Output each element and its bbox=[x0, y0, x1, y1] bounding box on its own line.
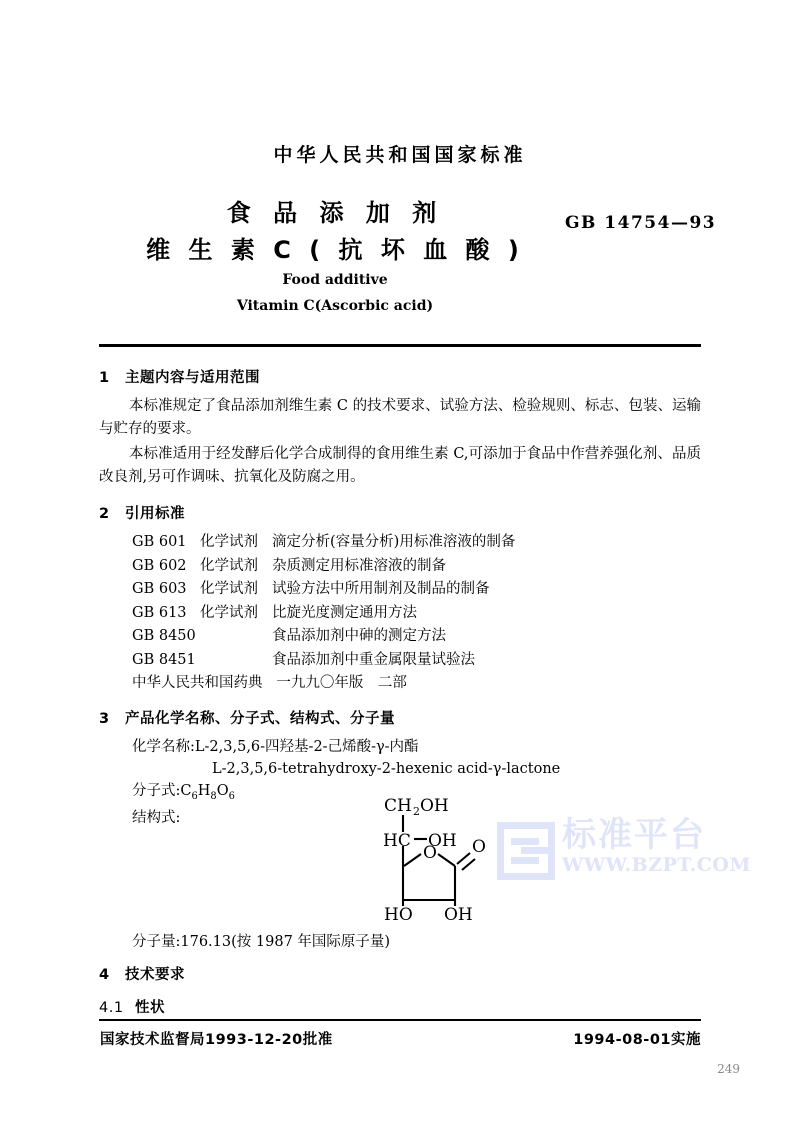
reference-code: GB 8450 bbox=[132, 628, 196, 644]
watermark-brand: 标准平台 bbox=[562, 815, 706, 855]
chemical-name-cn-line bbox=[132, 736, 701, 758]
section-4-heading bbox=[99, 963, 185, 984]
reference-code: GB 603 bbox=[132, 581, 187, 597]
reference-title: 食品添加剂中砷的测定方法 bbox=[272, 628, 446, 644]
molecular-weight: 分子量:176.13(按 1987 年国际原子量) bbox=[132, 934, 391, 950]
spacer bbox=[99, 696, 701, 707]
title-line-1: 食 品 添 加 剂 bbox=[226, 199, 444, 227]
reference-category: 化学试剂 bbox=[200, 604, 258, 621]
atom-label-carbonyl-oxygen: O bbox=[472, 837, 486, 857]
section-1-paragraph-2: 本标准适用于经发酵后化学合成制得的食用维生素 C,可添加于食品中作营养强化剂、品质改良剂,另可作调味、抗氧化及防腐之用。 bbox=[99, 446, 701, 485]
list-item bbox=[132, 625, 701, 649]
list-item bbox=[132, 649, 701, 673]
section-2-heading bbox=[99, 502, 701, 523]
watermark bbox=[497, 815, 751, 898]
atom-label-oh-bottom: OH bbox=[444, 905, 473, 921]
page-number: 249 bbox=[717, 1062, 740, 1076]
document-body bbox=[99, 366, 701, 829]
list-item bbox=[132, 672, 701, 696]
standard-number: GB 14754—93 bbox=[565, 213, 717, 233]
reference-title: 试验方法中所用制剂及制品的制备 bbox=[272, 581, 490, 597]
atom-label-ring-oxygen: O bbox=[423, 843, 437, 863]
molecular-formula-label: 分子式: bbox=[132, 782, 181, 799]
reference-code: GB 8451 bbox=[132, 651, 196, 668]
list-item bbox=[132, 602, 701, 626]
section-1-paragraph-1: 本标准规定了食品添加剂维生素 C 的技术要求、试验方法、检验规则、标志、包装、运输与贮存的要求。 bbox=[99, 398, 701, 437]
molecular-formula: $C_6H_8O_6$ bbox=[180, 782, 235, 802]
list-item bbox=[132, 531, 701, 555]
reference-title: 食品添加剂中重金属限量试验法 bbox=[272, 651, 475, 668]
reference-code: 中华人民共和国药典 bbox=[132, 675, 263, 691]
approval-statement: 国家技术监督局1993-12-20批准 bbox=[100, 1032, 333, 1048]
section-3-title: 产品化学名称、分子式、结构式、分子量 bbox=[125, 710, 395, 727]
section-4-1-heading bbox=[99, 996, 165, 1017]
reference-title: 杂质测定用标准溶液的制备 bbox=[272, 557, 446, 574]
reference-title: 一九九〇年版 二部 bbox=[276, 675, 407, 691]
section-4-title: 技术要求 bbox=[125, 967, 185, 983]
implementation-date: 1994-08-01实施 bbox=[573, 1032, 701, 1048]
section-2-number: 2 bbox=[99, 506, 110, 522]
section-3-number: 3 bbox=[99, 710, 110, 727]
atom-label-subscript-2: 2 bbox=[413, 805, 420, 818]
reference-category: 化学试剂 bbox=[200, 557, 258, 574]
section-4-heading-inner bbox=[99, 963, 185, 984]
atom-label-oh-second: OH bbox=[428, 831, 457, 851]
watermark-url: WWW.BZPT.COM bbox=[562, 854, 751, 876]
chemical-name-en: L-2,3,5,6-tetrahydroxy-2-hexenic acid-γ-lactone bbox=[212, 760, 561, 777]
atom-label-ho-bottom: HO bbox=[384, 905, 413, 921]
national-standard-header: 中华人民共和国国家标准 bbox=[273, 144, 527, 166]
section-1-number: 1 bbox=[99, 370, 110, 386]
structural-formula-label: 结构式: bbox=[132, 810, 181, 827]
chemical-name-cn: L-2,3,5,6-四羟基-2-己烯酸-γ-内酯 bbox=[194, 738, 419, 755]
atom-label-oh-top: OH bbox=[420, 796, 449, 816]
footer-divider bbox=[99, 1019, 701, 1021]
reference-category: 化学试剂 bbox=[200, 534, 258, 550]
section-4-1-number: 4.1 bbox=[99, 1000, 124, 1016]
title-line-2: 维 生 素 C ( 抗 坏 血 酸 ) bbox=[146, 236, 524, 264]
reference-code: GB 601 bbox=[132, 534, 187, 550]
section-1-heading bbox=[99, 366, 701, 387]
page-title bbox=[135, 198, 535, 266]
chemical-name-label: 化学名称: bbox=[132, 738, 195, 755]
section-4-number: 4 bbox=[99, 967, 110, 983]
reference-code: GB 613 bbox=[132, 604, 187, 621]
english-title-line-1: Food additive bbox=[282, 272, 388, 288]
section-4-1-heading-inner bbox=[99, 996, 165, 1017]
section-2-title: 引用标准 bbox=[125, 506, 185, 522]
english-title bbox=[135, 272, 535, 314]
reference-title: 比旋光度测定通用方法 bbox=[272, 604, 417, 621]
list-item bbox=[132, 578, 701, 602]
referenced-standards-list bbox=[99, 531, 701, 696]
atom-label-hc: HC bbox=[383, 831, 411, 851]
list-item bbox=[132, 555, 701, 579]
header-divider bbox=[99, 344, 701, 347]
reference-category: 化学试剂 bbox=[200, 581, 258, 597]
english-title-line-2: Vitamin C(Ascorbic acid) bbox=[236, 298, 434, 314]
section-4-1-title: 性状 bbox=[135, 1000, 165, 1016]
section-3-heading bbox=[99, 707, 701, 728]
molecular-weight-line bbox=[132, 930, 692, 951]
reference-title: 滴定分析(容量分析)用标准溶液的制备 bbox=[272, 534, 516, 550]
structural-formula-diagram bbox=[366, 796, 516, 921]
section-1-title: 主题内容与适用范围 bbox=[125, 370, 260, 386]
spacer bbox=[99, 491, 701, 502]
reference-code: GB 602 bbox=[132, 557, 187, 574]
atom-label-ch2oh: CH bbox=[384, 796, 412, 816]
